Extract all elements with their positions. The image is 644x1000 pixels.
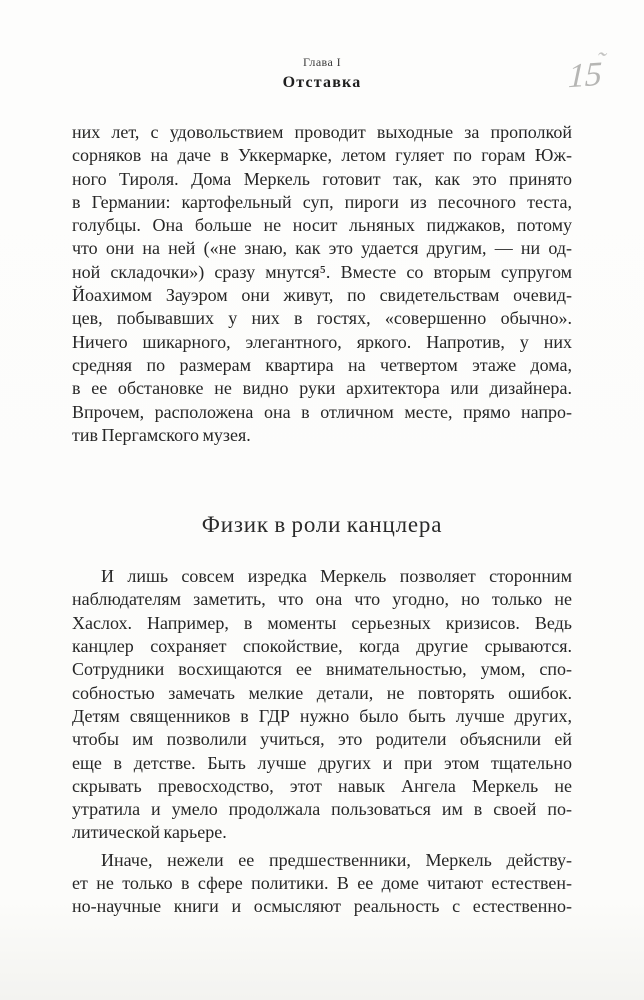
body-text — [72, 121, 572, 919]
text-line: голубцы. Она больше не носит льняных пиджаков, потому — [72, 215, 572, 236]
text-line: Ничего шикарного, элегантного, яркого. Напротив, у них — [72, 331, 572, 352]
text-line: наблюдателям заметить, что она что угодно, но только не — [72, 589, 572, 610]
chapter-header — [0, 0, 644, 93]
text-line: Хаслох. Например, в моменты серьезных кризисов. Ведь — [72, 612, 572, 633]
text-line: Сотрудники восхищаются ее внимательностью, умом, спо- — [72, 659, 572, 680]
text-line: канцлер сохраняет спокойствие, когда другие срываются. — [72, 636, 572, 657]
text-line: но-научные книги и осмысляют реальность с естественно- — [72, 896, 572, 917]
text-line: Йоахимом Зауэром они живут, по свидетельствам очевид- — [72, 285, 572, 306]
text-line: ет не только в сфере политики. В ее доме читают естествен- — [72, 873, 572, 894]
paragraph — [72, 121, 572, 447]
text-line: скрывать превосходство, этот навык Ангела Меркель не — [72, 775, 572, 796]
paragraph — [72, 849, 572, 919]
text-line: в Германии: картофельный суп, пироги из песочного теста, — [72, 191, 572, 212]
text-line: средняя по размерам квартира на четвертом этаже дома, — [72, 354, 572, 375]
text-line: сорняков на даче в Уккермарке, летом гуляет по горам Юж- — [72, 145, 572, 166]
text-line: тив Пергамского музея. — [72, 424, 251, 445]
text-line: Детям священников в ГДР нужно было быть лучше других, — [72, 705, 572, 726]
text-line: еще в детстве. Быть лучше других и при этом тщательно — [72, 752, 572, 773]
page-number-handwritten: 15 ˜ — [567, 57, 602, 96]
text-line: И лишь совсем изредка Меркель позволяет сторонним — [101, 566, 572, 587]
text-line: утратила и умело продолжала пользоваться им в своей по- — [72, 799, 572, 820]
paragraph — [72, 565, 572, 845]
section-heading: Физик в роли канцлера — [201, 512, 443, 538]
text-line: литической карьере. — [72, 822, 227, 843]
text-line: Впрочем, расположена она в отличном месте, прямо напро- — [72, 401, 572, 422]
text-line: них лет, с удовольствием проводит выходные за прополкой — [72, 122, 572, 142]
text-line: ного Тироля. Дома Меркель готовит так, как это принято — [72, 168, 572, 189]
text-line: в ее обстановке не видно руки архитектора или дизайнера. — [72, 378, 572, 399]
text-line: собностью замечать мелкие детали, не повторять ошибок. — [72, 682, 572, 703]
chapter-title: Отставка — [282, 74, 362, 91]
text-line: что они на ней («не знаю, как это удается другим, — ни од- — [72, 238, 572, 259]
text-line: Иначе, нежели ее предшественники, Меркель действу- — [101, 849, 572, 870]
chapter-label: Глава I — [303, 55, 341, 69]
text-line: цев, побывавших у них в гостях, «совершенно обычно». — [72, 308, 572, 329]
text-line: чтобы им позволили учиться, это родители объяснили ей — [72, 729, 572, 750]
text-line: ной складочки») сразу мнутся⁵. Вместе со вторым супругом — [72, 261, 572, 282]
